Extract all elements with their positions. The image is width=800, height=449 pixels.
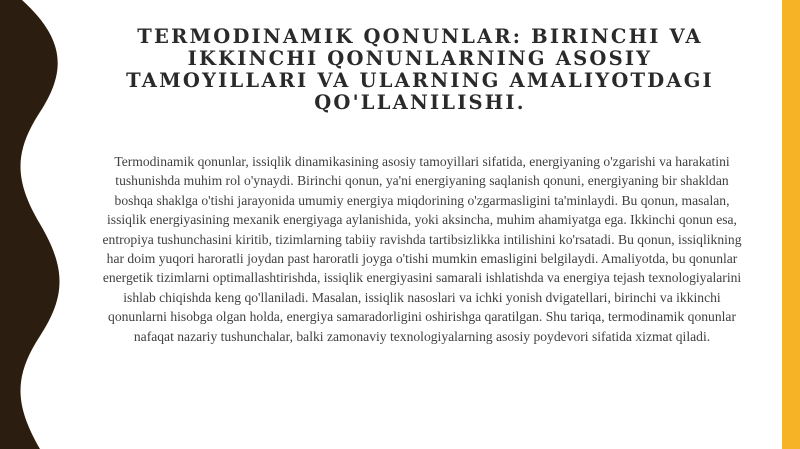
slide-title: TERMODINAMIK QONUNLAR: BIRINCHI VA IKKINCHI QONUNLARNING ASOSIY TAMOYILLARI VA ULARNING AMALIYOTDAGI QO'LLANILISHI. [126, 25, 714, 114]
wave-border-shape [0, 0, 60, 449]
right-accent-bar [782, 0, 800, 449]
wavy-left-border [0, 0, 60, 449]
slide-body-text: Termodinamik qonunlar, issiqlik dinamikasining asosiy tamoyillari sifatida, energiyaning o'zgarishi va harakatini tushunishda muhim rol o'ynaydi. Birinchi qonun, ya'ni energiyaning saqlanish qonuni, energiyaning bir shakldan boshqa shaklga o'tishi jarayonida umumiy energiya miqdorining o'zgarmasligini ta'minlaydi. Bu qonun, masalan, issiqlik energiyasining mexanik energiyaga aylanishida, yoki aksincha, muhim ahamiyatga ega. Ikkinchi qonun esa, entropiya tushunchasini kiritib, tizimlarning tabiiy ravishda tartibsizlikka intilishini ko'rsatadi. Bu qonun, issiqlikning har doim yuqori haroratli joydan past haroratli joyga o'tishi mumkin emasligini belgilaydi. Amaliyotda, bu qonunlar energetik tizimlarni optimallashtirishda, issiqlik energiyasini samarali ishlatishda va energiya tejash texnologiyalarini ishlab chiqishda keng qo'llaniladi. Masalan, issiqlik nasoslari va ichki yonish dvigatellari, birinchi va ikkinchi qonunlarni hisobga olgan holda, energiya samaradorligini oshirishga qaratilgan. Shu tariqa, termodinamik qonunlar nafaqat nazariy tushunchalar, balki zamonaviy texnologiyalarning asosiy poydevori sifatida xizmat qiladi. [102, 154, 742, 344]
